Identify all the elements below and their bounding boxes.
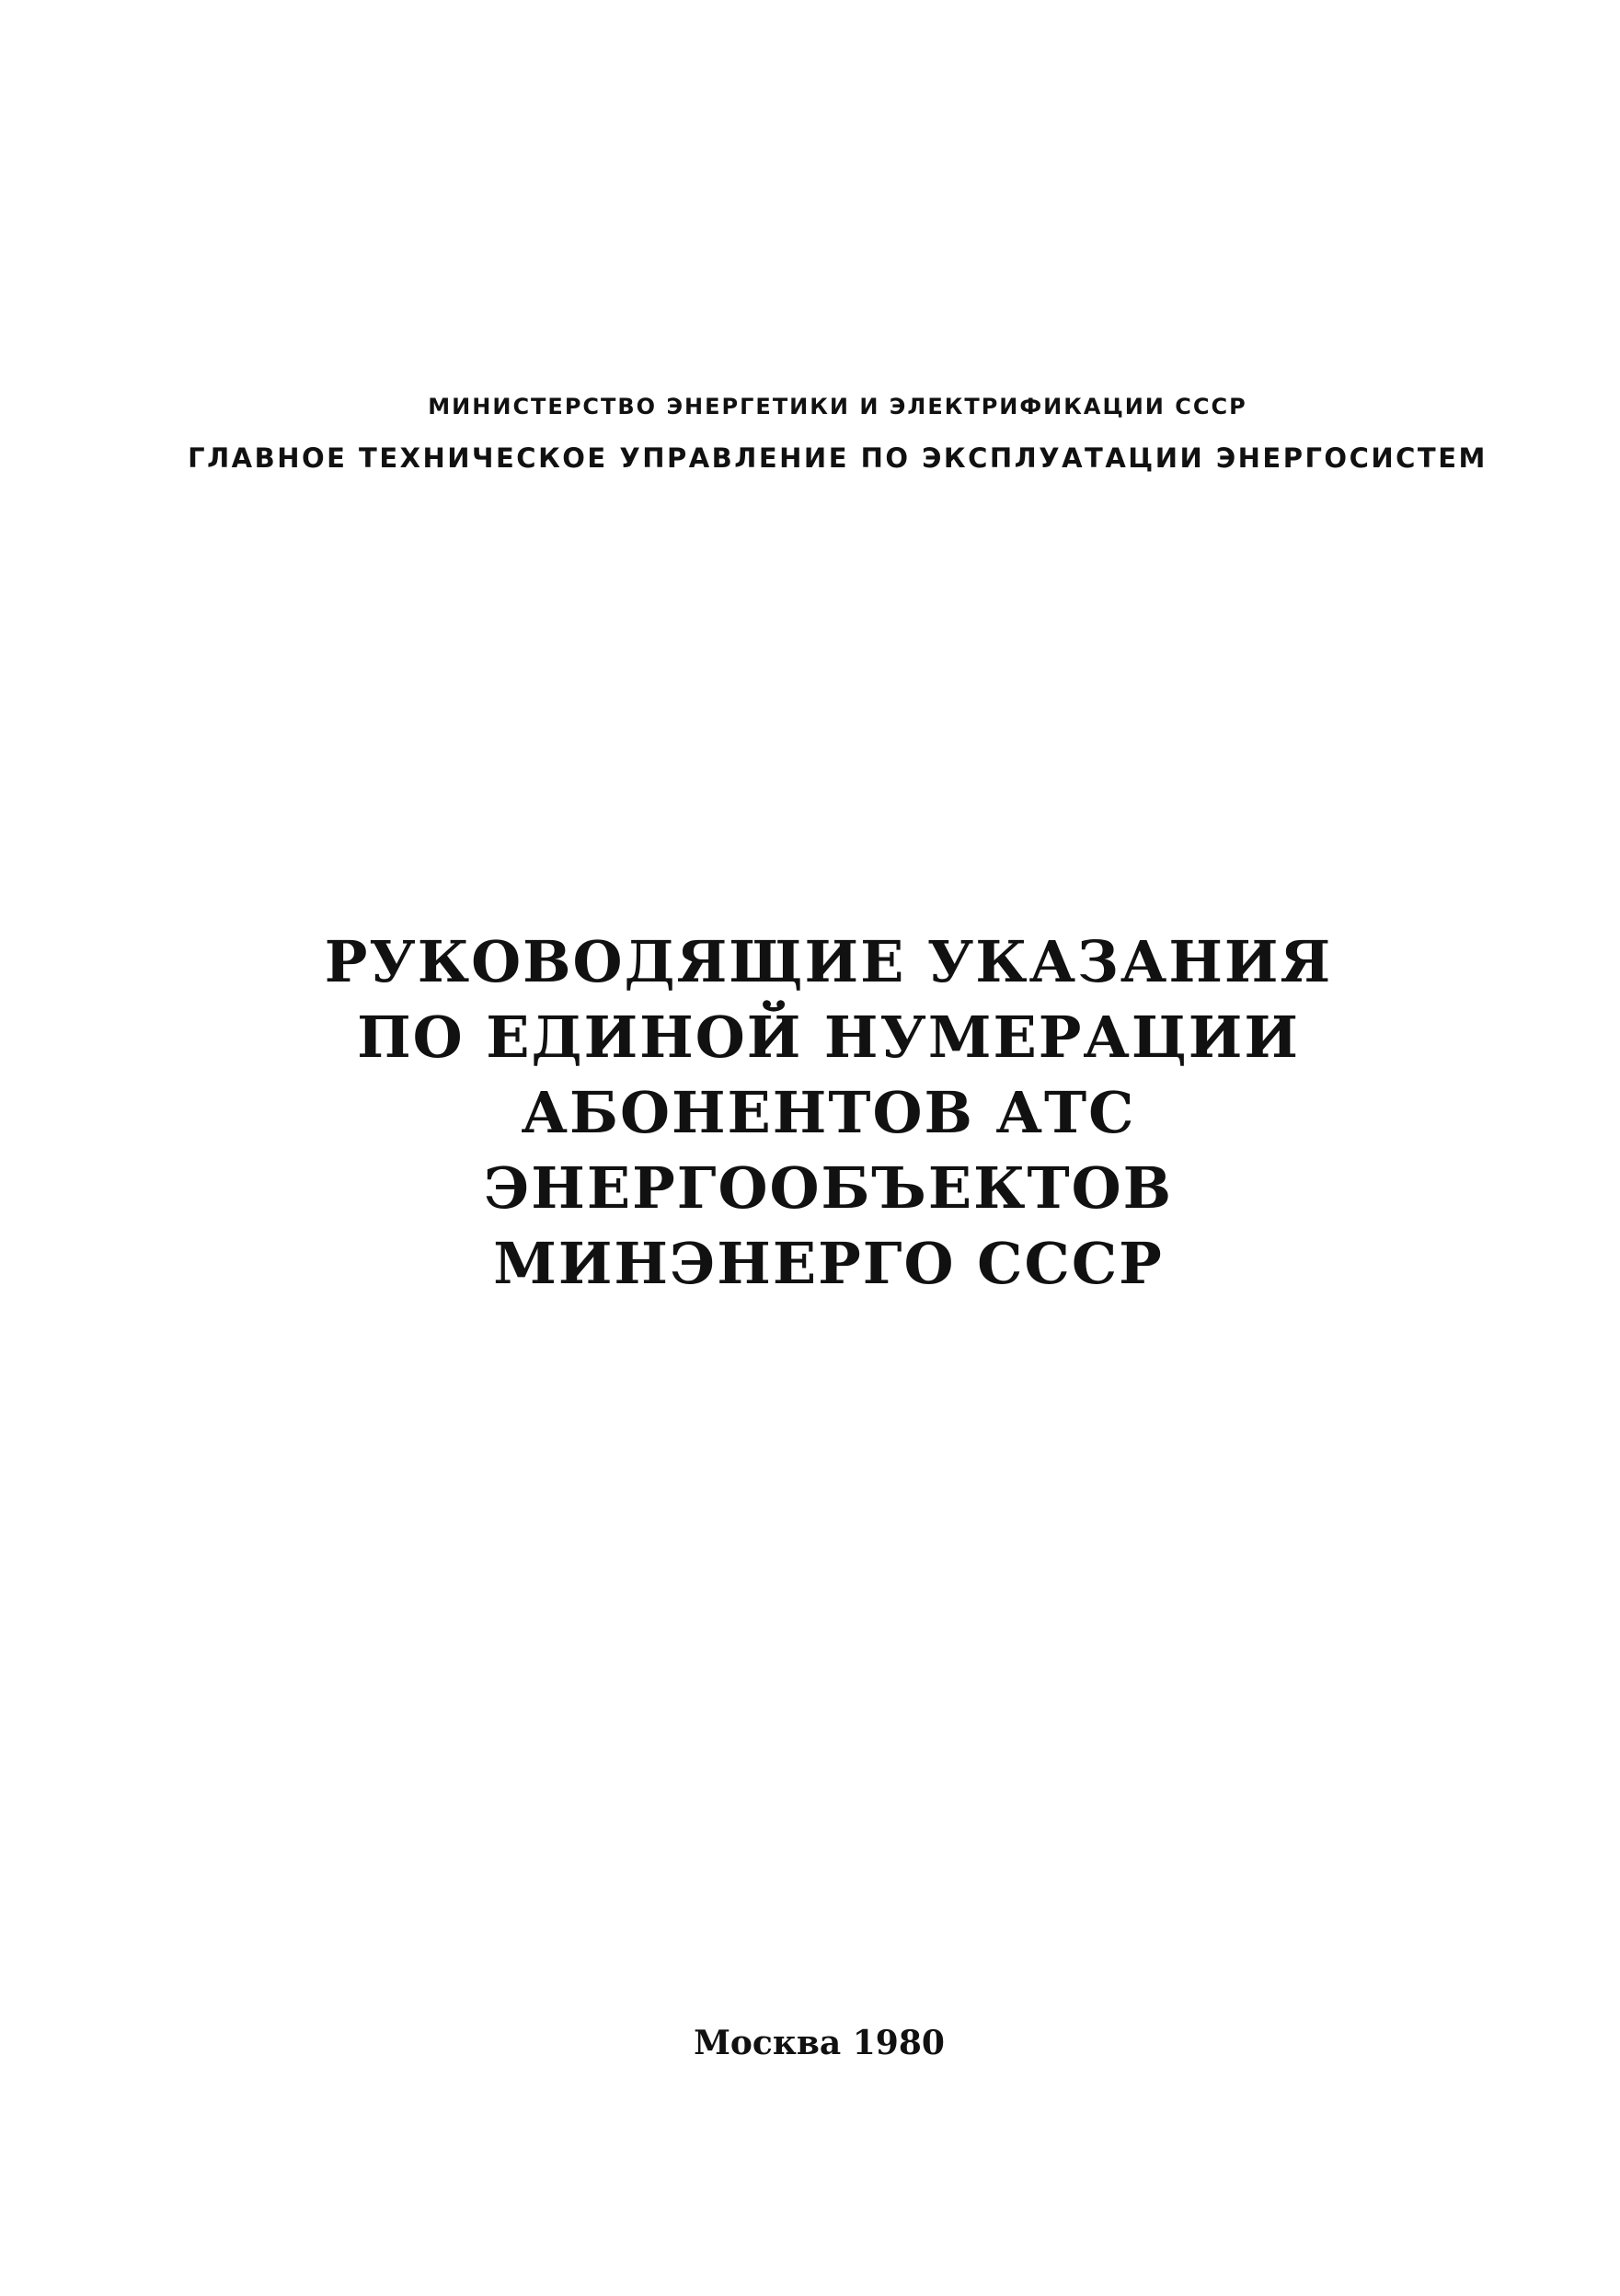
document-title	[0, 924, 1620, 1302]
title-line-3: АБОНЕНТОВ АТС	[521, 1079, 1136, 1146]
publication-imprint: Москва 1980	[694, 2024, 945, 2062]
ministry-name: МИНИСТЕРСТВО ЭНЕРГЕТИКИ И ЭЛЕКТРИФИКАЦИИ СССР	[428, 394, 1247, 419]
title-line-2: ПО ЕДИНОЙ НУМЕРАЦИИ	[357, 1004, 1300, 1071]
title-line-4: ЭНЕРГООБЪЕКТОВ	[483, 1154, 1174, 1222]
directorate-name: ГЛАВНОЕ ТЕХНИЧЕСКОЕ УПРАВЛЕНИЕ ПО ЭКСПЛУАТАЦИИ ЭНЕРГОСИСТЕМ	[188, 442, 1488, 474]
title-line-1: РУКОВОДЯЩИЕ УКАЗАНИЯ	[324, 928, 1333, 995]
title-line-5: МИНЭНЕРГО СССР	[493, 1230, 1164, 1297]
